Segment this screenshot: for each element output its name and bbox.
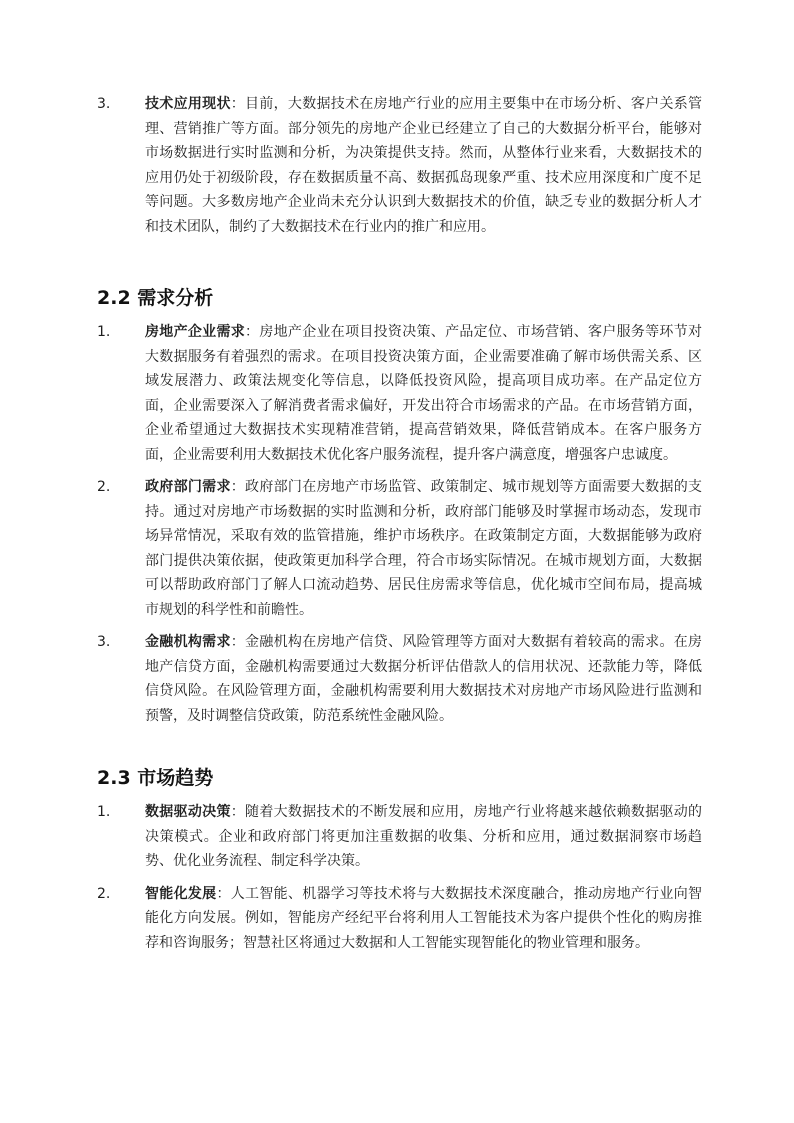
list-number: 3. <box>97 634 111 650</box>
list-number: 1. <box>97 804 111 820</box>
item-separator: ： <box>230 96 246 112</box>
item-text: 人工智能、机器学习等技术将与大数据技术深度融合，推动房地产行业向智能化方向发展。例如，智能房产经纪平台将利用人工智能技术为客户提供个性化的购房推荐和咨询服务；智慧社区将通过大数据和人工智能实现智能化的物业管理和服务。 <box>145 885 703 951</box>
section-heading-demand: 2.2 需求分析 <box>97 287 214 309</box>
list-item <box>97 630 702 728</box>
demand-list <box>97 320 702 736</box>
item-separator: ： <box>230 479 246 495</box>
tech-status-list <box>97 92 702 247</box>
list-number: 2. <box>97 479 111 495</box>
item-separator: ： <box>230 634 246 650</box>
list-item <box>97 882 702 956</box>
list-item <box>97 92 702 239</box>
item-term: 智能化发展 <box>145 885 217 902</box>
item-text: 目前，大数据技术在房地产行业的应用主要集中在市场分析、客户关系管理、营销推广等方面。部分领先的房地产企业已经建立了自己的大数据分析平台，能够对市场数据进行实时监测和分析，为决策提供支持。然而，从整体行业来看，大数据技术的应用仍处于初级阶段，存在数据质量不高、数据孤岛现象严重、技术应用深度和广度不足等问题。大多数房地产企业尚未充分认识到大数据技术的价值，缺乏专业的数据分析人才和技术团队，制约了大数据技术在行业内的推广和应用。 <box>145 96 703 235</box>
list-number: 3. <box>97 96 111 112</box>
item-text: 随着大数据技术的不断发展和应用，房地产行业将越来越依赖数据驱动的决策模式。企业和政府部门将更加注重数据的收集、分析和应用，通过数据洞察市场趋势、优化业务流程、制定科学决策。 <box>145 804 703 869</box>
item-text: 金融机构在房地产信贷、风险管理等方面对大数据有着较高的需求。在房地产信贷方面，金融机构需要通过大数据分析评估借款人的信用状况、还款能力等，降低信贷风险。在风险管理方面，金融机构需要利用大数据技术对房地产市场风险进行监测和预警，及时调整信贷政策，防范系统性金融风险。 <box>145 634 703 724</box>
list-number: 2. <box>97 885 111 902</box>
list-item <box>97 320 702 467</box>
list-number: 1. <box>97 324 111 340</box>
item-term: 金融机构需求 <box>145 634 231 650</box>
item-separator: ： <box>216 885 231 902</box>
item-term: 房地产企业需求 <box>145 324 246 340</box>
trends-list <box>97 800 702 963</box>
item-term: 数据驱动决策 <box>145 804 231 820</box>
item-term: 技术应用现状 <box>145 96 231 112</box>
list-item <box>97 475 702 622</box>
list-item <box>97 800 702 874</box>
item-separator: ： <box>245 324 260 340</box>
item-text: 政府部门在房地产市场监管、政策制定、城市规划等方面需要大数据的支持。通过对房地产市场数据的实时监测和分析，政府部门能够及时掌握市场动态，发现市场异常情况，采取有效的监管措施，维护市场秩序。在政策制定方面，大数据能够为政府部门提供决策依据，使政策更加科学合理，符合市场实际情况。在城市规划方面，大数据可以帮助政府部门了解人口流动趋势、居民住房需求等信息，优化城市空间布局，提高城市规划的科学性和前瞻性。 <box>145 479 703 618</box>
item-text: 房地产企业在项目投资决策、产品定位、市场营销、客户服务等环节对大数据服务有着强烈的需求。在项目投资决策方面，企业需要准确了解市场供需关系、区域发展潜力、政策法规变化等信息，以降低投资风险，提高项目成功率。在产品定位方面，企业需要深入了解消费者需求偏好，开发出符合市场需求的产品。在市场营销方面，企业希望通过大数据技术实现精准营销，提高营销效果，降低营销成本。在客户服务方面，企业需要利用大数据技术优化客户服务流程，提升客户满意度，增强客户忠诚度。 <box>145 324 703 463</box>
section-heading-market-trends: 2.3 市场趋势 <box>97 767 214 789</box>
item-term: 政府部门需求 <box>145 479 231 495</box>
item-separator: ： <box>230 804 246 820</box>
